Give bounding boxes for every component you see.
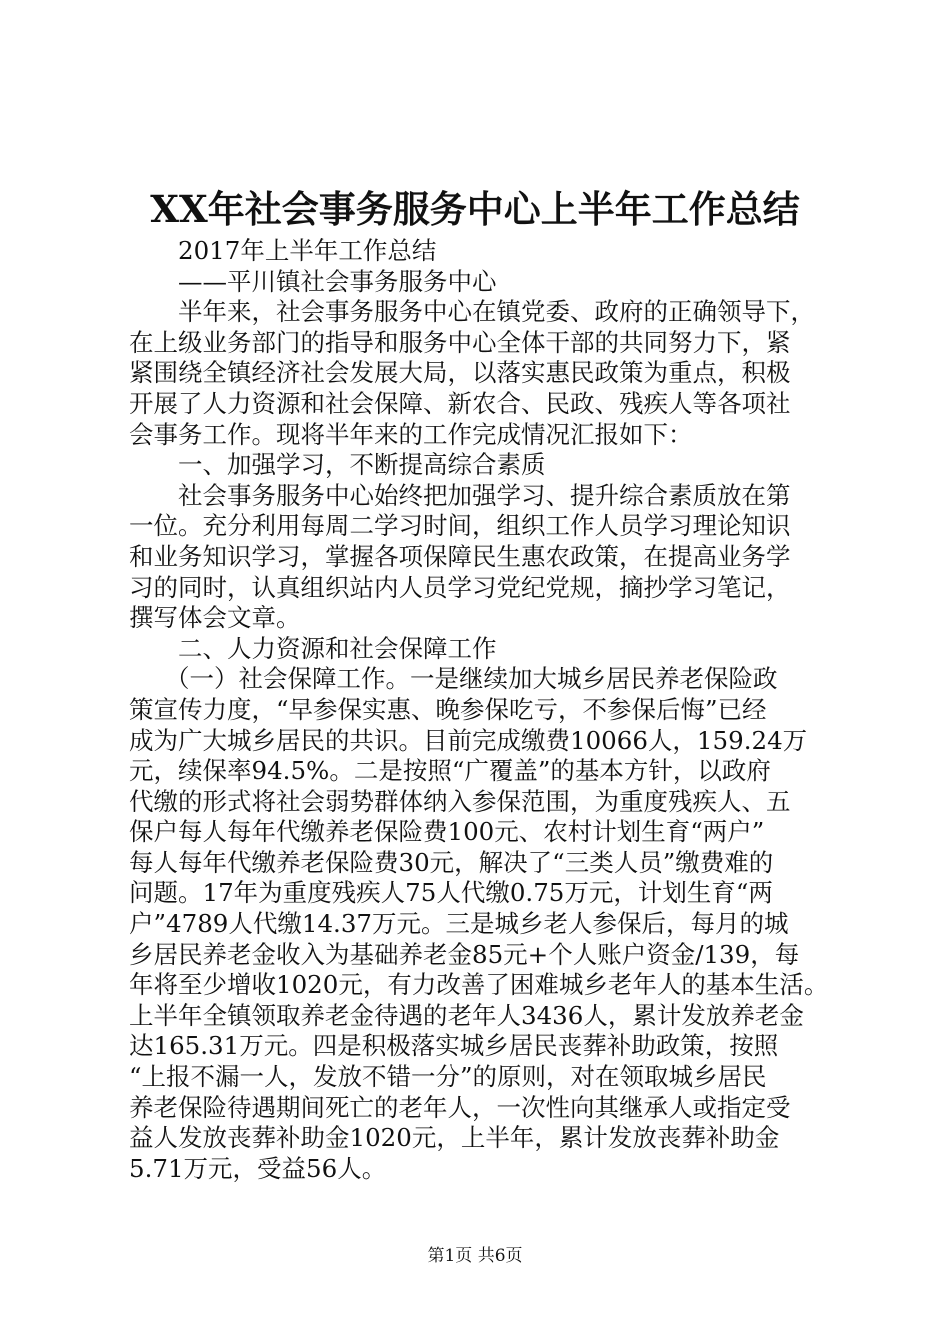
paragraph-line: 撰写体会文章。: [129, 603, 301, 633]
paragraph-line: 和业务知识学习，掌握各项保障民生惠农政策，在提高业务学: [129, 541, 791, 571]
paragraph-line: 上半年全镇领取养老金待遇的老年人3436人，累计发放养老金: [129, 1000, 804, 1030]
document-title: XX年社会事务服务中心上半年工作总结: [150, 187, 800, 231]
subtitle-line: 2017年上半年工作总结: [178, 236, 437, 265]
paragraph-line: 益人发放丧葬补助金1020元，上半年，累计发放丧葬补助金: [129, 1123, 780, 1153]
section-heading: 一、加强学习，不断提高综合素质: [178, 450, 546, 480]
paragraph-line: 紧围绕全镇经济社会发展大局，以落实惠民政策为重点，积极: [129, 358, 791, 388]
paragraph-line: 达165.31万元。四是积极落实城乡居民丧葬补助政策，按照: [129, 1031, 779, 1061]
paragraph-line: 元，续保率94.5%。二是按照“广覆盖”的基本方针，以政府: [129, 756, 771, 786]
paragraph-line: 问题。17年为重度残疾人75人代缴0.75万元，计划生育“两: [129, 878, 773, 908]
paragraph-line: 习的同时，认真组织站内人员学习党纪党规，摘抄学习笔记，: [129, 572, 791, 602]
paragraph-line: 户”4789人代缴14.37万元。三是城乡老人参保后，每月的城: [129, 909, 789, 939]
paragraph-line: （一）社会保障工作。一是继续加大城乡居民养老保险政: [165, 664, 778, 694]
paragraph-line: 年将至少增收1020元，有力改善了困难城乡老年人的基本生活。: [129, 970, 829, 1000]
paragraph-line: 保户每人每年代缴养老保险费100元、农村计划生育“两户”: [129, 817, 765, 847]
paragraph-line: 乡居民养老金收入为基础养老金85元+个人账户资金/139，每: [129, 939, 800, 969]
page-number: 第1页 共6页: [427, 1246, 523, 1266]
paragraph-line: 会事务工作。现将半年来的工作完成情况汇报如下：: [129, 419, 693, 449]
paragraph-line: 半年来，社会事务服务中心在镇党委、政府的正确领导下，: [178, 297, 815, 327]
paragraph-line: 社会事务服务中心始终把加强学习、提升综合素质放在第: [178, 480, 791, 510]
paragraph-line: 每人每年代缴养老保险费30元，解决了“三类人员”缴费难的: [129, 847, 774, 877]
paragraph-line: 成为广大城乡居民的共识。目前完成缴费10066人，159.24万: [129, 725, 808, 755]
paragraph-line: 代缴的形式将社会弱势群体纳入参保范围，为重度残疾人、五: [129, 786, 791, 816]
subtitle-line: ——平川镇社会事务服务中心: [178, 266, 497, 296]
document-body: [129, 236, 849, 1184]
paragraph-line: 在上级业务部门的指导和服务中心全体干部的共同努力下，紧: [129, 327, 791, 357]
paragraph-line: “上报不漏一人，发放不错一分”的原则，对在领取城乡居民: [129, 1062, 767, 1092]
paragraph-line: 养老保险待遇期间死亡的老年人，一次性向其继承人或指定受: [129, 1092, 791, 1122]
section-heading: 二、人力资源和社会保障工作: [178, 633, 497, 663]
paragraph-line: 一位。充分利用每周二学习时间，组织工作人员学习理论知识: [129, 511, 791, 541]
paragraph-line: 策宣传力度，“早参保实惠、晚参保吃亏，不参保后悔”已经: [129, 694, 767, 724]
paragraph-line: 开展了人力资源和社会保障、新农合、民政、残疾人等各项社: [129, 388, 791, 418]
paragraph-line: 5.71万元，受益56人。: [129, 1153, 387, 1183]
